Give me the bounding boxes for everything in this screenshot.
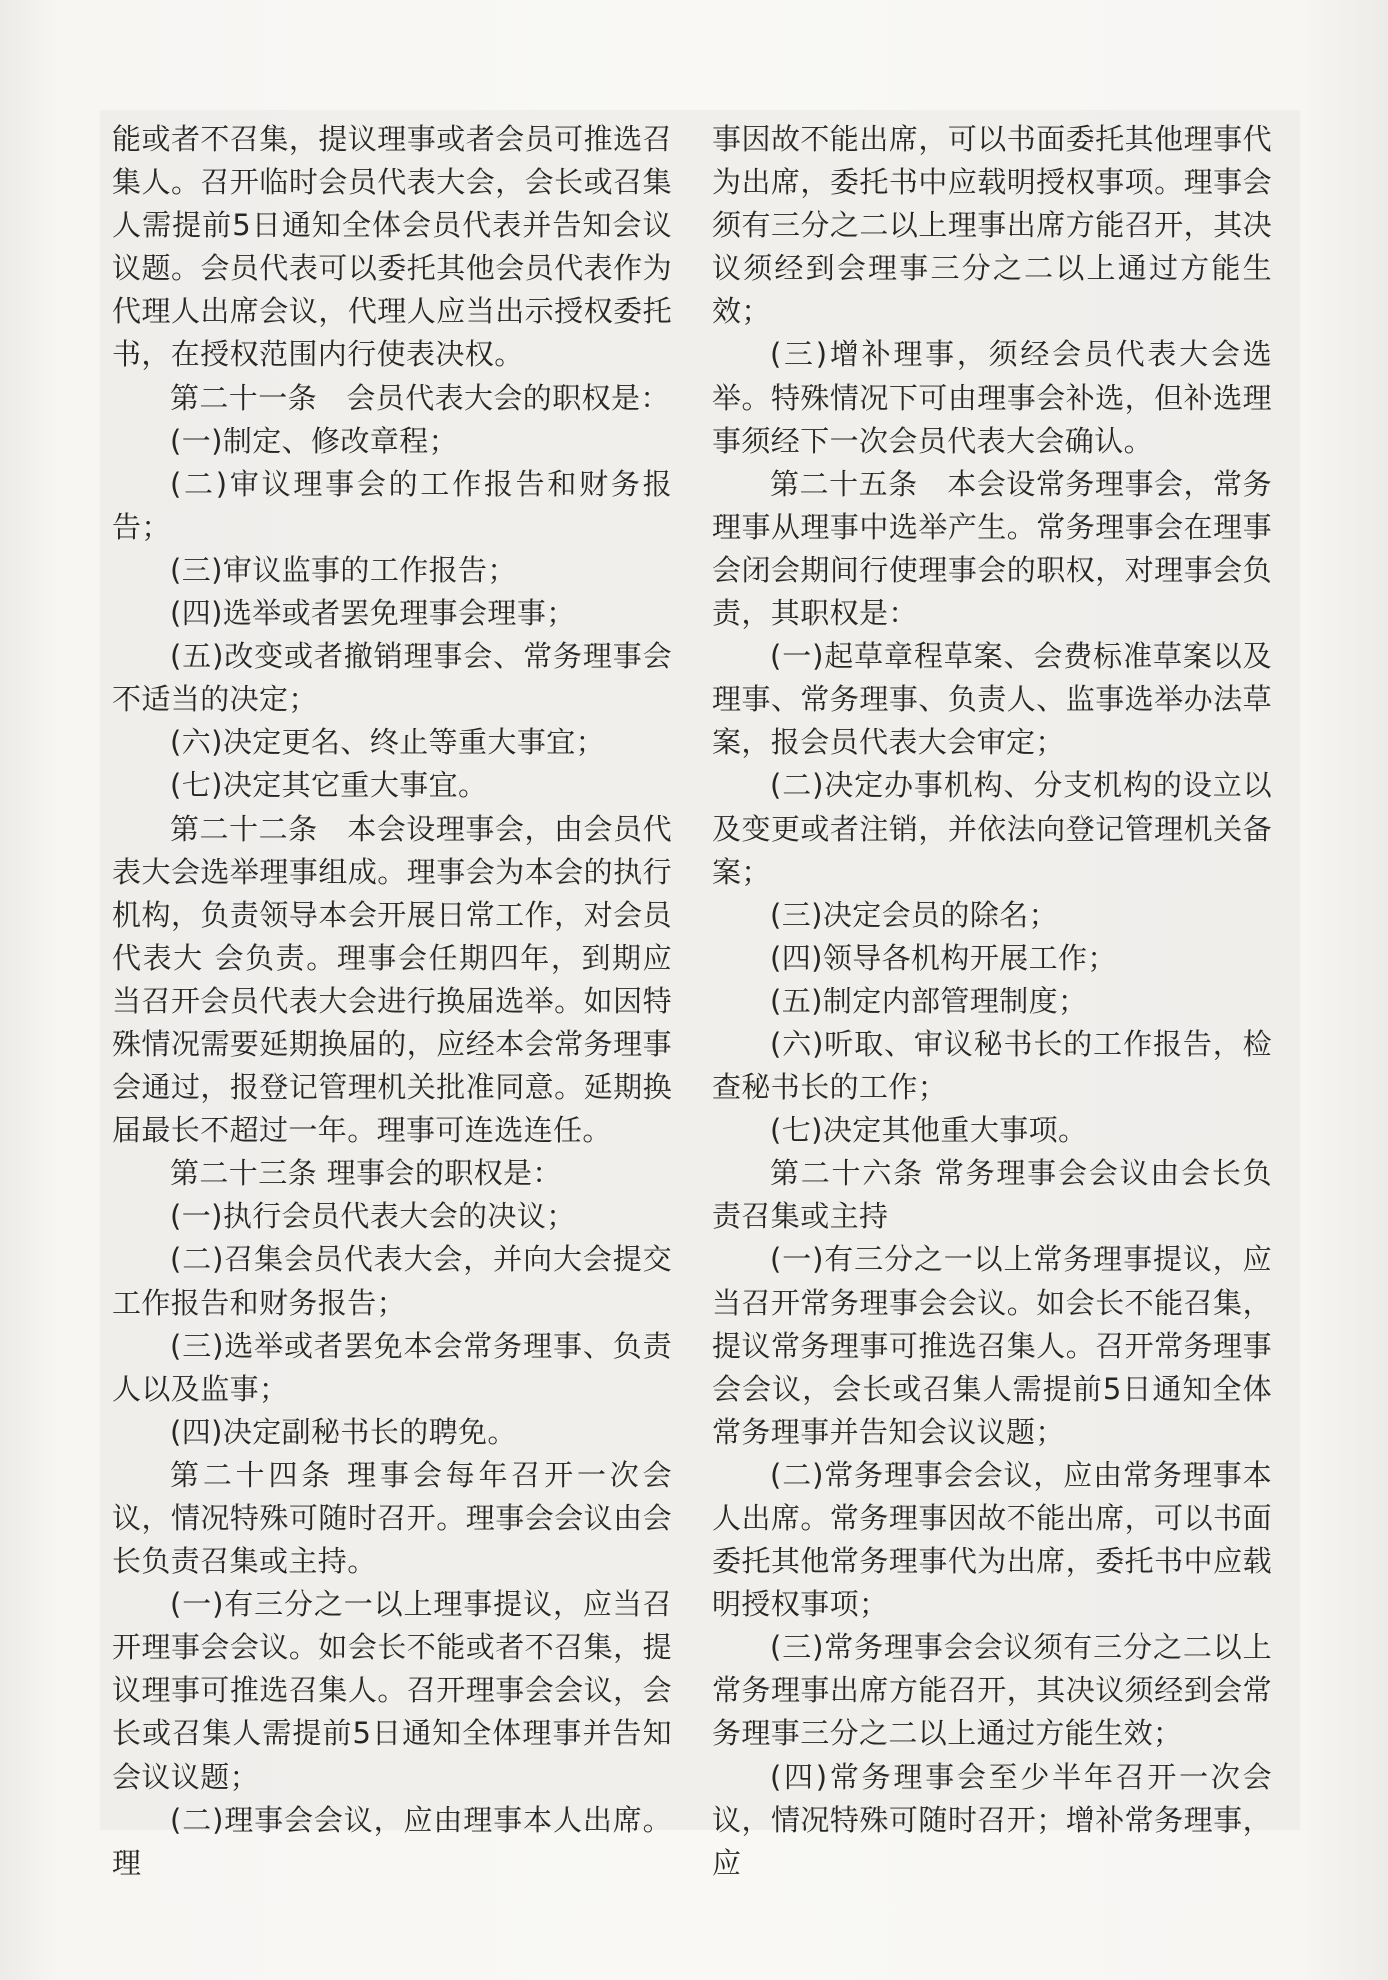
list-item: (一)起草章程草案、会费标准草案以及理事、常务理事、负责人、监事选举办法草案，报会员代表大会审定； [712,639,1272,760]
article-26-heading: 第二十六条 常务理事会会议由会长负责召集或主持 [712,1156,1272,1234]
list-item: (四)常务理事会至少半年召开一次会议，情况特殊可随时召开；增补常务理事，应 [712,1759,1272,1880]
list-item: (一)制定、修改章程； [170,423,459,458]
article-25: 第二十五条 本会设常务理事会，常务理事从理事中选举产生。常务理事会在理事会闭会期间行使理事会的职权，对理事会负责，其职权是： [712,466,1272,631]
list-item: (三)增补理事，须经会员代表大会选举。特殊情况下可由理事会补选，但补选理事须经下一次会员代表大会确认。 [712,337,1272,458]
list-item: (二)决定办事机构、分支机构的设立以及变更或者注销，并依法向登记管理机关备案； [712,768,1272,889]
list-item: (七)决定其它重大事宜。 [170,768,488,803]
list-item: (一)有三分之一以上常务理事提议，应当召开常务理事会会议。如会长不能召集，提议常务理事可推选召集人。召开常务理事会会议，会长或召集人需提前5日通知全体常务理事并告知会议议题； [712,1242,1272,1449]
list-item: (四)选举或者罢免理事会理事； [170,596,576,631]
list-item: (三)审议监事的工作报告； [170,552,517,587]
right-text-column [712,118,1272,1885]
article-23-heading: 第二十三条 理事会的职权是： [170,1156,562,1191]
article-22: 第二十二条 本会设理事会，由会员代表大会选举理事组成。理事会为本会的执行机构，负责领导本会开展日常工作，对会员代表大 会负责。理事会任期四年，到期应当召开会员代表大会进行换届选举。如因特殊情况需要延期换届的，应经本会常务理事会通过，报登记管理机关批准同意。延期换届最长不超过一年。理事可连选连任。 [112,811,672,1148]
list-item: (四)领导各机构开展工作； [770,940,1117,975]
list-item: (五)制定内部管理制度； [770,983,1088,1018]
list-item: (二)审议理事会的工作报告和财务报告； [112,466,672,544]
list-item: (七)决定其他重大事项。 [770,1113,1088,1148]
article-21-heading: 第二十一条 会员代表大会的职权是： [170,380,670,415]
list-item: (六)听取、审议秘书长的工作报告，检查秘书长的工作； [712,1026,1272,1105]
left-text-column [112,118,672,1885]
list-item: (四)决定副秘书长的聘免。 [170,1414,517,1449]
list-item: (五)改变或者撤销理事会、常务理事会不适当的决定； [112,639,672,717]
list-item: (二)理事会会议，应由理事本人出席。理 [112,1802,672,1880]
list-item: (三)选举或者罢免本会常务理事、负责人以及监事； [112,1328,672,1406]
list-item: (三)常务理事会会议须有三分之二以上常务理事出席方能召开，其决议须经到会常务理事三分之二以上通过方能生效； [712,1630,1272,1751]
paragraph: 能或者不召集，提议理事或者会员可推选召集人。召开临时会员代表大会，会长或召集人需提前5日通知全体会员代表并告知会议议题。会员代表可以委托其他会员代表作为代理人出席会议，代理人应当出示授权委托书，在授权范围内行使表决权。 [112,122,672,372]
list-item: (三)决定会员的除名； [770,897,1059,932]
article-24: 第二十四条 理事会每年召开一次会议，情况特殊可随时召开。理事会会议由会长负责召集或主持。 [112,1457,672,1579]
list-item: (二)常务理事会会议，应由常务理事本人出席。常务理事因故不能出席，可以书面委托其他常务理事代为出席，委托书中应载明授权事项； [712,1457,1272,1622]
list-item: (六)决定更名、终止等重大事宜； [170,725,606,760]
list-item: (一)有三分之一以上理事提议，应当召开理事会会议。如会长不能或者不召集，提议理事可推选召集人。召开理事会会议，会长或召集人需提前5日通知全体理事并告知会议议题； [112,1587,672,1794]
paragraph: 事因故不能出席，可以书面委托其他理事代为出席，委托书中应载明授权事项。理事会须有三分之二以上理事出席方能召开，其决议须经到会理事三分之二以上通过方能生效； [712,122,1272,329]
list-item: (一)执行会员代表大会的决议； [170,1199,576,1234]
list-item: (二)召集会员代表大会，并向大会提交工作报告和财务报告； [112,1242,672,1320]
